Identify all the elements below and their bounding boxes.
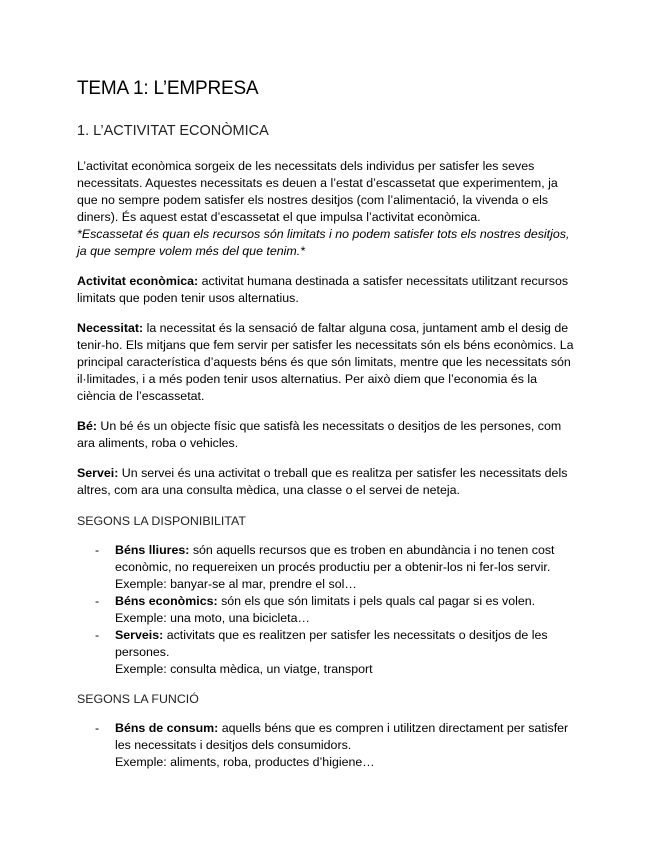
definition-term: Necessitat: (77, 321, 144, 335)
item-example: Exemple: una moto, una bicicleta… (115, 611, 310, 625)
list-item (95, 542, 577, 593)
subheading-funcio: SEGONS LA FUNCIÓ (77, 692, 199, 706)
page-title: TEMA 1: L’EMPRESA (77, 78, 259, 99)
intro-paragraph (77, 158, 575, 260)
item-text: aquells béns que es compren i utilitzen directament per satisfer les necessitats i desitjos dels consumidors. (115, 721, 569, 752)
definition-term: Activitat econòmica: (77, 274, 199, 288)
list-item (95, 720, 577, 771)
list-item (95, 593, 577, 627)
definition-necessitat (77, 320, 575, 405)
definition-text: la necessitat és la sensació de faltar alguna cosa, juntament amb el desig de tenir-ho. Els mitjans que fem servir per satisfer les necessitats són els béns econòmics. La principal característica d’aquests béns és que són limitats, mentre que les necessitats són il·limitades, i a més poden tenir usos alternatius. Per això diem que l’economia és la ciència de l’escassetat. (77, 321, 574, 403)
item-text: activitats que es realitzen per satisfer les necessitats o desitjos de les persones. (115, 628, 548, 659)
definition-term: Bé: (77, 419, 97, 433)
item-term: Serveis: (115, 628, 164, 642)
definition-text: Un bé és un objecte físic que satisfà les necessitats o desitjos de les persones, com ara aliments, roba o vehicles. (77, 419, 562, 450)
item-term: Béns lliures: (115, 543, 190, 557)
dash-bullet: - (95, 628, 100, 642)
definition-term: Servei: (77, 466, 119, 480)
item-text: són aquells recursos que es troben en abundància i no tenen cost econòmic, no requereixen un procés productiu per a obtenir-los ni fer-los servir. (115, 543, 555, 574)
dash-bullet: - (95, 721, 100, 735)
definition-text: Un servei és una activitat o treball que es realitza per satisfer les necessitats dels altres, com ara una consulta mèdica, una classe o el servei de neteja. (77, 466, 568, 497)
section-heading: 1. L’ACTIVITAT ECONÒMICA (77, 123, 269, 139)
definition-be (77, 418, 575, 452)
intro-note: *Escassetat és quan els recursos són limitats i no podem satisfer tots els nostres desitjos, ja que sempre volem més del que tenim.* (77, 227, 570, 258)
list-disponibilitat (95, 542, 577, 678)
item-text: són els que són limitats i pels quals cal pagar si es volen. (221, 594, 536, 608)
item-example: Exemple: consulta mèdica, un viatge, transport (115, 662, 373, 676)
dash-bullet: - (95, 543, 100, 557)
dash-bullet: - (95, 594, 100, 608)
definition-servei (77, 465, 575, 499)
definition-text: activitat humana destinada a satisfer necessitats utilitzant recursos limitats que poden tenir usos alternatius. (77, 274, 569, 305)
item-example: Exemple: aliments, roba, productes d’higiene… (115, 755, 375, 769)
subheading-disponibilitat: SEGONS LA DISPONIBILITAT (77, 514, 246, 528)
item-example: Exemple: banyar-se al mar, prendre el sol… (115, 577, 357, 591)
definition-activitat (77, 273, 575, 307)
item-term: Béns de consum: (115, 721, 219, 735)
list-funcio (95, 720, 577, 771)
list-item (95, 627, 577, 678)
intro-text: L’activitat econòmica sorgeix de les necessitats dels individus per satisfer les seves necessitats. Aquestes necessitats es deuen a l’estat d’escassetat que experimentem, ja que no sempre podem satisfer els nostres desitjos (com l’alimentació, la vivenda o els diners). És aquest estat d’escassetat el que impulsa l’activitat econòmica. (77, 159, 558, 224)
item-term: Béns econòmics: (115, 594, 218, 608)
